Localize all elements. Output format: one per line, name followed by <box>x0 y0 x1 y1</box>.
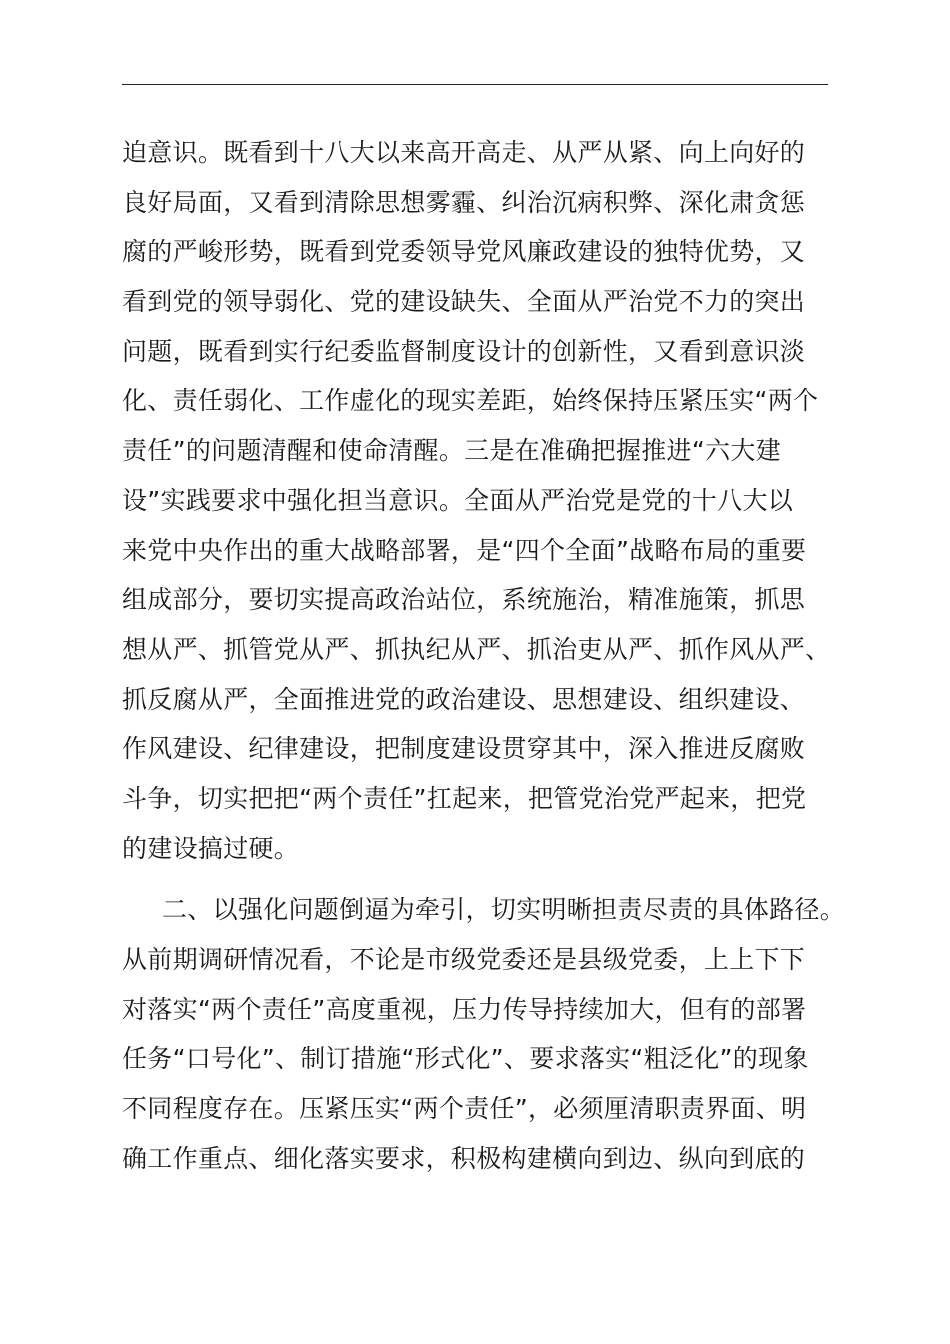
document-body <box>122 128 846 1183</box>
text-line: 腐的严峻形势，既看到党委领导党风廉政建设的独特优势，又 <box>122 237 806 267</box>
text-line: 迫意识。既看到十八大以来高开高走、从严从紧、向上向好的 <box>122 138 806 167</box>
header-rule <box>122 84 828 85</box>
text-line: 作风建设、纪律建设，把制度建设贯穿其中，深入推进反腐败 <box>122 734 806 764</box>
text-line: 想从严、抓管党从严、抓执纪从严、抓治吏从严、抓作风从严、 <box>122 634 831 664</box>
text-line: 设”实践要求中强化担当意识。全面从严治党是党的十八大以 <box>122 485 794 515</box>
text-line: 良好局面，又看到清除思想雾霾、纠治沉病积弊、深化肃贪惩 <box>122 187 806 217</box>
text-line: 抓反腐从严，全面推进党的政治建设、思想建设、组织建设、 <box>122 684 806 714</box>
text-line: 责任”的问题清醒和使命清醒。三是在准确把握推进“六大建 <box>122 436 782 466</box>
paragraph-2 <box>122 885 846 1183</box>
text-line: 任务“口号化”、制订措施“形式化”、要求落实“粗泛化”的现象 <box>122 1044 809 1074</box>
text-line: 确工作重点、细化落实要求，积极构建横向到边、纵向到底的 <box>122 1143 806 1173</box>
text-line: 斗争，切实把把“两个责任”扛起来，把管党治党严起来，把党 <box>122 783 807 813</box>
text-line: 对落实“两个责任”高度重视，压力传导持续加大，但有的部署 <box>122 994 807 1024</box>
text-line: 不同程度存在。压紧压实“两个责任”，必须厘清职责界面、明 <box>122 1094 807 1124</box>
text-line-first: 二、以强化问题倒逼为牵引，切实明晰担责尽责的具体路径。 <box>162 895 846 925</box>
text-line: 来党中央作出的重大战略部署，是“四个全面”战略布局的重要 <box>122 535 807 565</box>
text-line: 从前期调研情况看，不论是市级党委还是县级党委，上上下下 <box>122 945 806 974</box>
text-line: 化、责任弱化、工作虚化的现实差距，始终保持压紧压实“两个 <box>122 386 819 416</box>
paragraph-gap <box>122 873 838 885</box>
text-line: 的建设搞过硬。 <box>122 833 300 863</box>
paragraph-1 <box>122 128 838 873</box>
text-line: 看到党的领导弱化、党的建设缺失、全面从严治党不力的突出 <box>122 287 806 317</box>
text-line: 组成部分，要切实提高政治站位，系统施治，精准施策，抓思 <box>122 585 806 615</box>
text-line: 问题，既看到实行纪委监督制度设计的创新性，又看到意识淡 <box>122 336 806 366</box>
